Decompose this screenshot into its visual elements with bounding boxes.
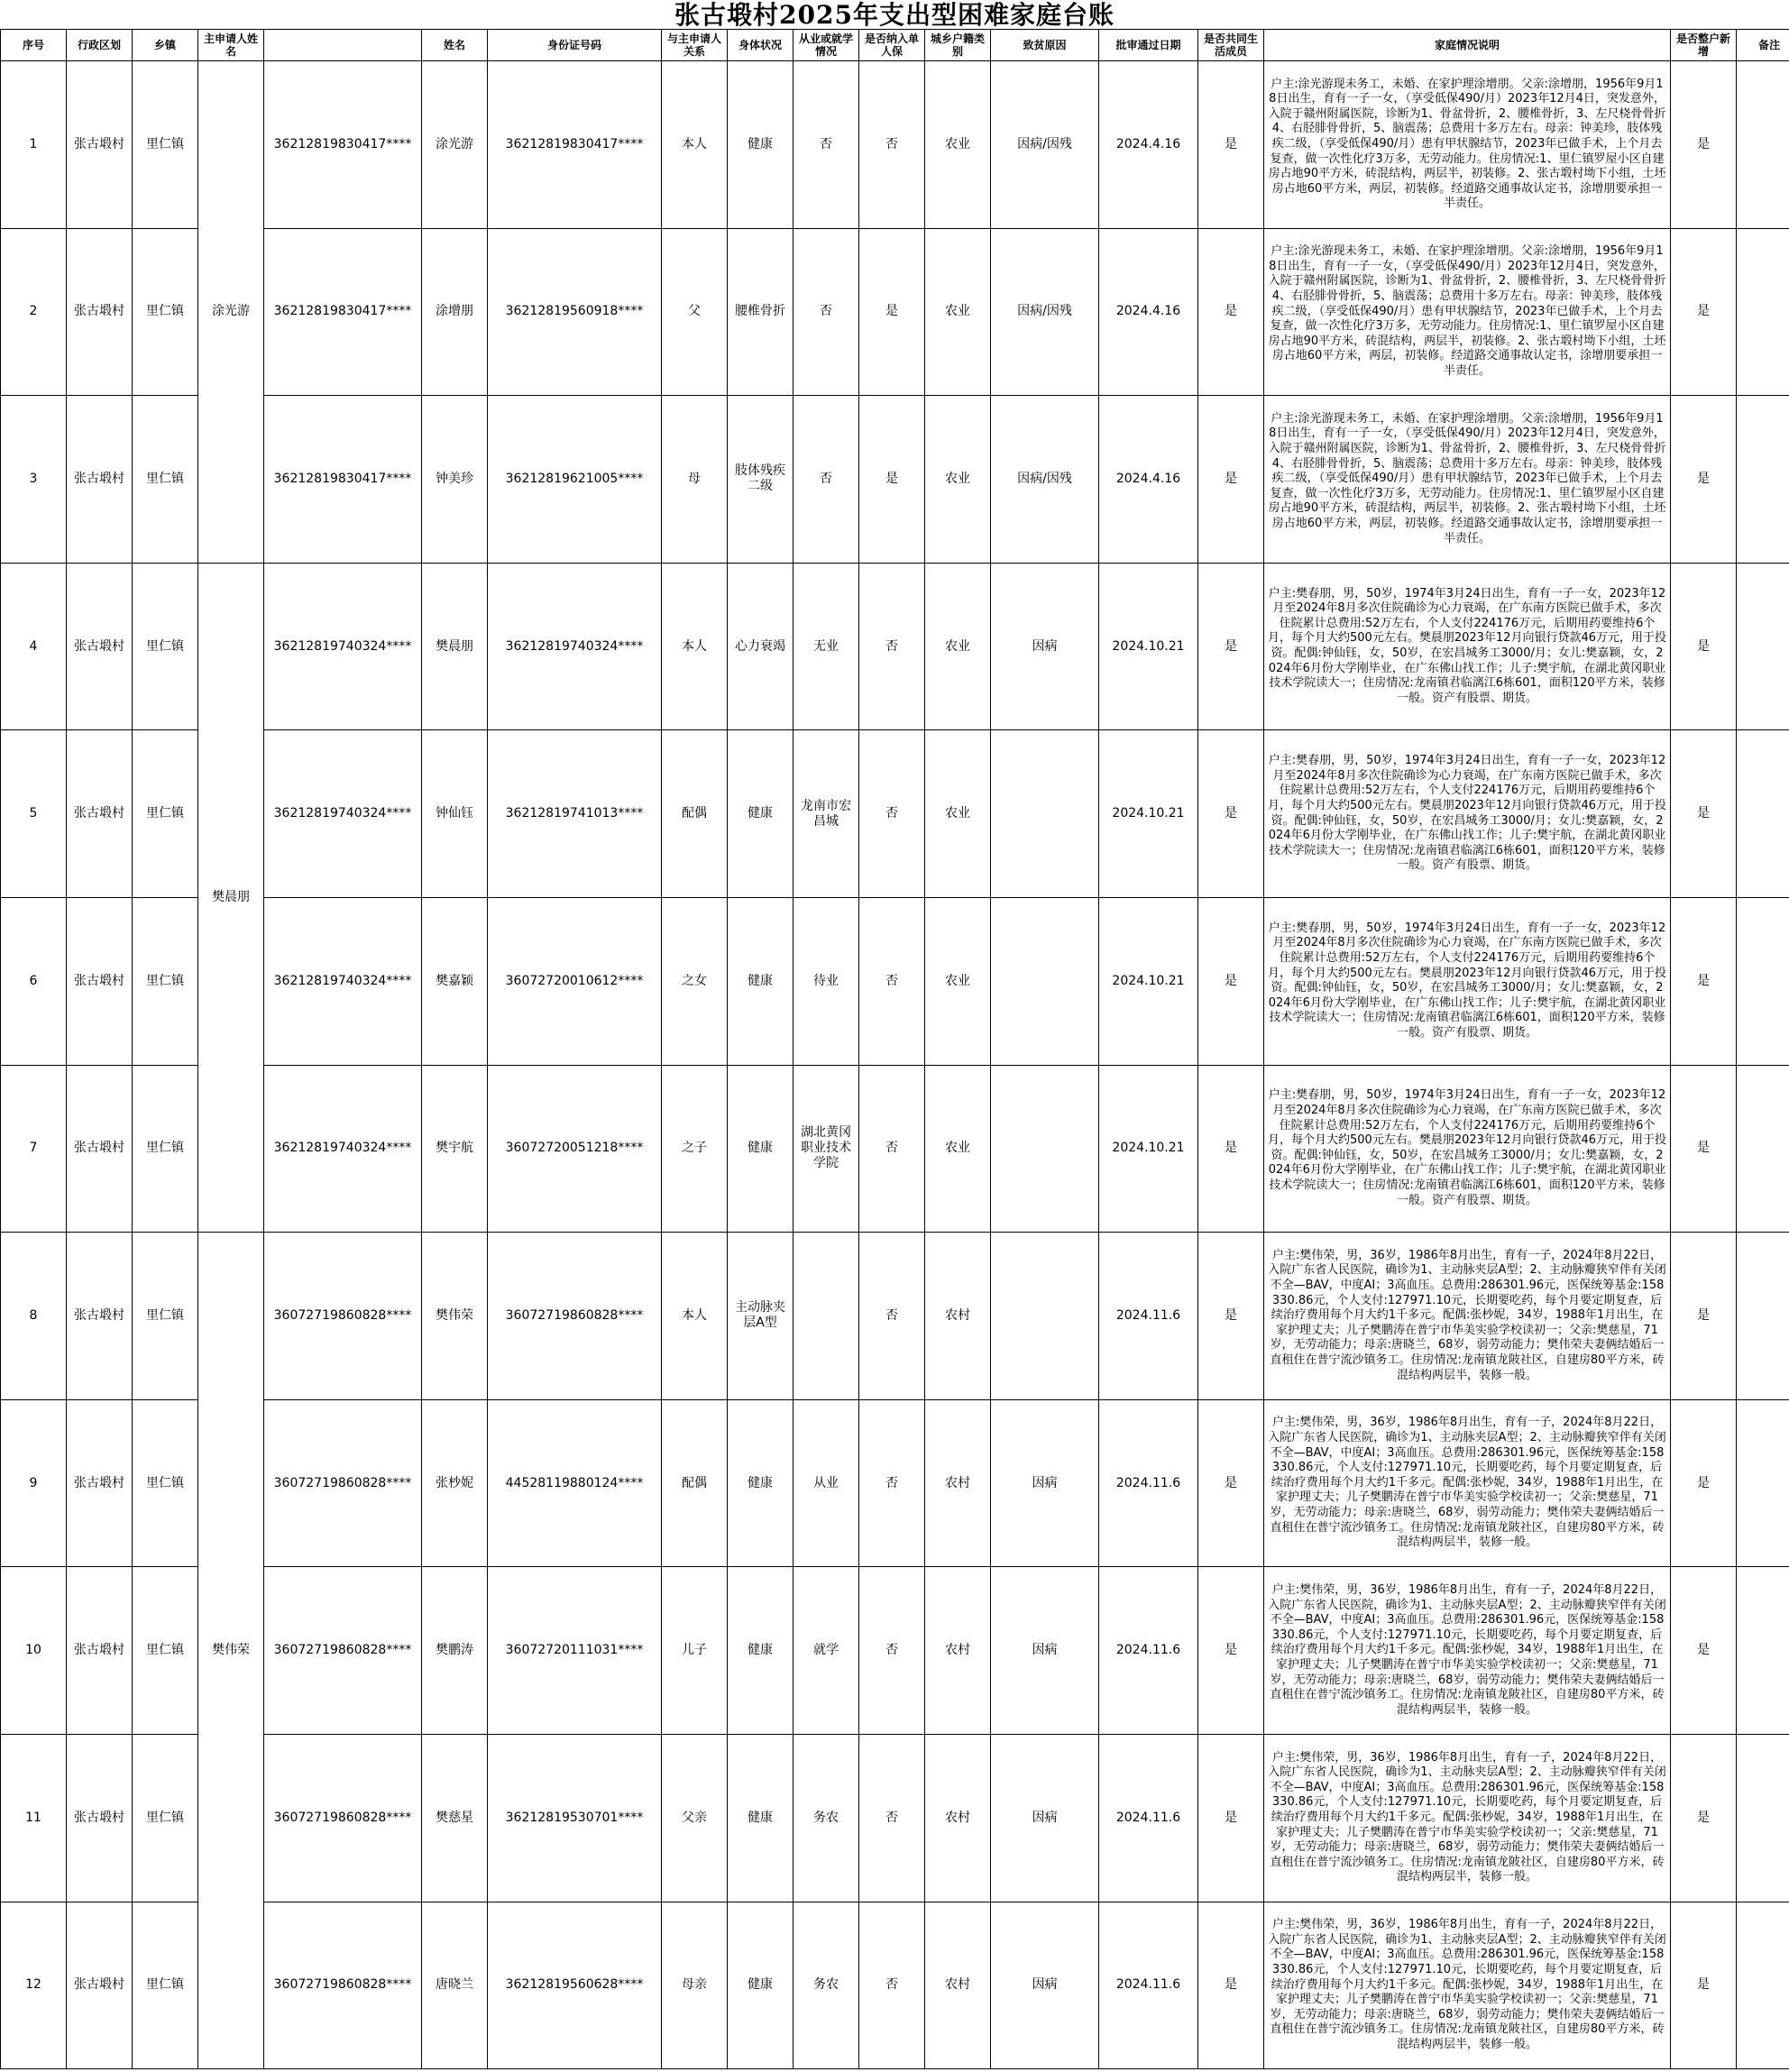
employment-cell: 否 [794, 396, 859, 564]
health-cell: 健康 [728, 1567, 794, 1735]
poverty-cause-cell [991, 897, 1099, 1065]
header-cell: 身份证号码 [488, 30, 662, 61]
header-cell: 是否共同生活成员 [1198, 30, 1264, 61]
relation-cell: 父 [662, 228, 728, 396]
member-name-cell: 樊伟荣 [422, 1233, 488, 1400]
employment-cell: 否 [794, 61, 859, 229]
relation-cell: 配偶 [662, 1399, 728, 1567]
health-cell: 健康 [728, 1065, 794, 1233]
header-cell: 主申请人姓名 [198, 30, 264, 61]
table-row [1, 1902, 1789, 2069]
hukou-cell: 农村 [925, 1399, 991, 1567]
co-living-cell: 是 [1198, 1233, 1264, 1400]
hukou-cell: 农业 [925, 563, 991, 730]
note-cell [1737, 1567, 1789, 1735]
town-cell: 里仁镇 [133, 1567, 198, 1735]
member-id-cell: 36212819530701**** [488, 1734, 662, 1902]
employment-cell: 务农 [794, 1902, 859, 2069]
town-cell: 里仁镇 [133, 61, 198, 229]
co-living-cell: 是 [1198, 1734, 1264, 1902]
hukou-cell: 农村 [925, 1233, 991, 1400]
new-household-cell: 是 [1671, 1065, 1737, 1233]
hukou-cell: 农业 [925, 228, 991, 396]
applicant-id-cell: 36212819830417**** [264, 396, 422, 564]
approval-date-cell: 2024.10.21 [1099, 730, 1198, 898]
note-cell [1737, 1902, 1789, 2069]
region-cell: 张古塅村 [67, 1567, 133, 1735]
member-id-cell: 36212819740324**** [488, 563, 662, 730]
applicant-name-cell: 樊晨朋 [198, 563, 264, 1232]
approval-date-cell: 2024.11.6 [1099, 1567, 1198, 1735]
region-cell: 张古塅村 [67, 1902, 133, 2069]
header-cell: 批审通过日期 [1099, 30, 1198, 61]
applicant-id-cell: 36212819740324**** [264, 730, 422, 898]
applicant-name-cell: 樊伟荣 [198, 1233, 264, 2069]
member-id-cell: 36072720051218**** [488, 1065, 662, 1233]
new-household-cell: 是 [1671, 228, 1737, 396]
relation-cell: 之子 [662, 1065, 728, 1233]
table-row [1, 1734, 1789, 1902]
note-cell [1737, 1399, 1789, 1567]
region-cell: 张古塅村 [67, 228, 133, 396]
new-household-cell: 是 [1671, 61, 1737, 229]
header-cell: 是否整户新增 [1671, 30, 1737, 61]
member-id-cell: 36212819621005**** [488, 396, 662, 564]
header-cell: 家庭情况说明 [1264, 30, 1671, 61]
co-living-cell: 是 [1198, 1902, 1264, 2069]
note-cell [1737, 1734, 1789, 1902]
approval-date-cell: 2024.4.16 [1099, 228, 1198, 396]
family-description-cell: 户主:樊伟荣，男，36岁，1986年8月出生，育有一子，2024年8月22日，入院广东省人民医院，确诊为1、主动脉夹层A型；2、主动脉瓣狭窄伴有关闭不全—BAV，中度AI；3高血压。总费用:286301.96元，医保统筹基金:158330.86元，个人支付:127971.10元，长期要吃药，每个月要定期复查，后续治疗费用每个月大约1千多元。配偶:张杪妮，34岁，1988年1月出生，在家护理丈夫；儿子樊鹏涛在普宁市华美实验学校读初一；父亲:樊慈星，71岁，无劳动能力；母亲:唐晓兰，68岁，弱劳动能力；樊伟荣夫妻俩结婚后一直租住在普宁流沙镇务工。住房情况:龙南镇龙陂社区，自建房80平方米，砖混结构两层半，装修一般。 [1264, 1233, 1671, 1400]
member-id-cell: 36072720010612**** [488, 897, 662, 1065]
approval-date-cell: 2024.4.16 [1099, 396, 1198, 564]
town-cell: 里仁镇 [133, 1902, 198, 2069]
row-number-cell: 11 [1, 1734, 67, 1902]
new-household-cell: 是 [1671, 1399, 1737, 1567]
member-id-cell: 36212819830417**** [488, 61, 662, 229]
family-description-cell: 户主:涂光游现未务工，未婚、在家护理涂增朋。父亲:涂增朋，1956年9月18日出生，育有一子一女，（享受低保490/月）2023年12月4日，突发意外，入院于赣州附属医院，诊断为1、骨盆骨折，2、腰椎骨折，3、左尺桡骨骨折4、右胫腓骨骨折，5、脑震荡；总费用十多万左右。母亲：钟美珍，肢体残疾二级，（享受低保490/月）患有甲状腺结节，2023年已做手术，上个月去复查，做一次性化疗3万多，无劳动能力。住房情况:1、里仁镇罗屋小区自建房占地90平方米，砖混结构，两层半，初装修。2、张古塅村坳下小组，土坯房占地60平方米，两层，初装修。经道路交通事故认定书，涂增朋要承担一半责任。 [1264, 396, 1671, 564]
member-name-cell: 樊鹏涛 [422, 1567, 488, 1735]
region-cell: 张古塅村 [67, 1399, 133, 1567]
employment-cell: 湖北黄冈职业技术学院 [794, 1065, 859, 1233]
town-cell: 里仁镇 [133, 730, 198, 898]
single-insurance-cell: 否 [859, 1567, 925, 1735]
town-cell: 里仁镇 [133, 396, 198, 564]
applicant-id-cell: 36212819830417**** [264, 228, 422, 396]
new-household-cell: 是 [1671, 1734, 1737, 1902]
approval-date-cell: 2024.10.21 [1099, 897, 1198, 1065]
member-name-cell: 樊慈星 [422, 1734, 488, 1902]
new-household-cell: 是 [1671, 897, 1737, 1065]
poverty-cause-cell: 因病 [991, 1399, 1099, 1567]
applicant-id-cell: 36212819740324**** [264, 563, 422, 730]
applicant-id-cell: 36072719860828**** [264, 1399, 422, 1567]
employment-cell [794, 1233, 859, 1400]
co-living-cell: 是 [1198, 730, 1264, 898]
health-cell: 健康 [728, 897, 794, 1065]
member-name-cell: 涂光游 [422, 61, 488, 229]
poverty-cause-cell: 因病 [991, 1902, 1099, 2069]
note-cell [1737, 396, 1789, 564]
approval-date-cell: 2024.11.6 [1099, 1399, 1198, 1567]
co-living-cell: 是 [1198, 61, 1264, 229]
applicant-id-cell: 36212819740324**** [264, 897, 422, 1065]
region-cell: 张古塅村 [67, 897, 133, 1065]
town-cell: 里仁镇 [133, 1734, 198, 1902]
table-row [1, 1399, 1789, 1567]
row-number-cell: 1 [1, 61, 67, 229]
member-name-cell: 樊嘉颖 [422, 897, 488, 1065]
family-description-cell: 户主:樊伟荣，男，36岁，1986年8月出生，育有一子，2024年8月22日，入院广东省人民医院，确诊为1、主动脉夹层A型；2、主动脉瓣狭窄伴有关闭不全—BAV，中度AI；3高血压。总费用:286301.96元，医保统筹基金:158330.86元，个人支付:127971.10元，长期要吃药，每个月要定期复查，后续治疗费用每个月大约1千多元。配偶:张杪妮，34岁，1988年1月出生，在家护理丈夫；儿子樊鹏涛在普宁市华美实验学校读初一；父亲:樊慈星，71岁，无劳动能力；母亲:唐晓兰，68岁，弱劳动能力；樊伟荣夫妻俩结婚后一直租住在普宁流沙镇务工。住房情况:龙南镇龙陂社区，自建房80平方米，砖混结构两层半，装修一般。 [1264, 1399, 1671, 1567]
hukou-cell: 农业 [925, 897, 991, 1065]
health-cell: 主动脉夹层A型 [728, 1233, 794, 1400]
header-row [1, 30, 1789, 61]
page-title: 张古塅村2025年支出型困难家庭台账 [674, 0, 1115, 30]
single-insurance-cell: 否 [859, 563, 925, 730]
hukou-cell: 农业 [925, 730, 991, 898]
member-id-cell: 36072719860828**** [488, 1233, 662, 1400]
town-cell: 里仁镇 [133, 1399, 198, 1567]
row-number-cell: 2 [1, 228, 67, 396]
new-household-cell: 是 [1671, 730, 1737, 898]
approval-date-cell: 2024.11.6 [1099, 1233, 1198, 1400]
single-insurance-cell: 否 [859, 1734, 925, 1902]
member-id-cell: 36212819560628**** [488, 1902, 662, 2069]
table-row [1, 228, 1789, 396]
table-row [1, 396, 1789, 564]
health-cell: 健康 [728, 730, 794, 898]
note-cell [1737, 61, 1789, 229]
poverty-cause-cell [991, 730, 1099, 898]
single-insurance-cell: 否 [859, 1399, 925, 1567]
header-cell: 身体状况 [728, 30, 794, 61]
row-number-cell: 6 [1, 897, 67, 1065]
row-number-cell: 5 [1, 730, 67, 898]
member-name-cell: 樊晨朋 [422, 563, 488, 730]
town-cell: 里仁镇 [133, 563, 198, 730]
health-cell: 健康 [728, 1399, 794, 1567]
town-cell: 里仁镇 [133, 228, 198, 396]
employment-cell: 无业 [794, 563, 859, 730]
header-cell: 从业或就学情况 [794, 30, 859, 61]
region-cell: 张古塅村 [67, 1065, 133, 1233]
table-row [1, 1233, 1789, 1400]
family-description-cell: 户主:樊春朋，男，50岁，1974年3月24日出生，育有一子一女，2023年12月至2024年8月多次住院确诊为心力衰竭，在广东南方医院已做手术，多次住院累计总费用:52万左右，个人支付224176万元，后期用药要维持6个月，每个月大约500元左右。樊晨朋2023年12月向银行贷款46万元，用于投资。配偶:钟仙钰，女，50岁，在宏昌城务工3000/月；女儿:樊嘉颖，女，2024年6月份大学刚毕业，在广东佛山找工作；儿子:樊宇航，在湖北黄冈职业技术学院读大一；住房情况:龙南镇君临漓江6栋601，面积120平方米，装修一般。资产有股票、期货。 [1264, 897, 1671, 1065]
row-number-cell: 8 [1, 1233, 67, 1400]
co-living-cell: 是 [1198, 897, 1264, 1065]
region-cell: 张古塅村 [67, 563, 133, 730]
applicant-id-cell: 36072719860828**** [264, 1734, 422, 1902]
header-cell: 是否纳入单人保 [859, 30, 925, 61]
new-household-cell: 是 [1671, 563, 1737, 730]
header-cell: 备注 [1737, 30, 1789, 61]
row-number-cell: 7 [1, 1065, 67, 1233]
health-cell: 健康 [728, 61, 794, 229]
new-household-cell: 是 [1671, 1902, 1737, 2069]
family-description-cell: 户主:涂光游现未务工，未婚、在家护理涂增朋。父亲:涂增朋，1956年9月18日出生，育有一子一女，（享受低保490/月）2023年12月4日，突发意外，入院于赣州附属医院，诊断为1、骨盆骨折，2、腰椎骨折，3、左尺桡骨骨折4、右胫腓骨骨折，5、脑震荡；总费用十多万左右。母亲：钟美珍，肢体残疾二级，（享受低保490/月）患有甲状腺结节，2023年已做手术，上个月去复查，做一次性化疗3万多，无劳动能力。住房情况:1、里仁镇罗屋小区自建房占地90平方米，砖混结构，两层半，初装修。2、张古塅村坳下小组，土坯房占地60平方米，两层，初装修。经道路交通事故认定书，涂增朋要承担一半责任。 [1264, 228, 1671, 396]
poverty-cause-cell [991, 1065, 1099, 1233]
single-insurance-cell: 否 [859, 1902, 925, 2069]
header-cell: 致贫原因 [991, 30, 1099, 61]
employment-cell: 务农 [794, 1734, 859, 1902]
header-cell: 城乡户籍类别 [925, 30, 991, 61]
relation-cell: 本人 [662, 1233, 728, 1400]
employment-cell: 就学 [794, 1567, 859, 1735]
relation-cell: 父亲 [662, 1734, 728, 1902]
co-living-cell: 是 [1198, 1399, 1264, 1567]
approval-date-cell: 2024.11.6 [1099, 1734, 1198, 1902]
member-name-cell: 樊宇航 [422, 1065, 488, 1233]
poverty-cause-cell: 因病 [991, 1567, 1099, 1735]
relation-cell: 母亲 [662, 1902, 728, 2069]
member-name-cell: 唐晓兰 [422, 1902, 488, 2069]
header-cell: 行政区划 [67, 30, 133, 61]
family-description-cell: 户主:樊伟荣，男，36岁，1986年8月出生，育有一子，2024年8月22日，入院广东省人民医院，确诊为1、主动脉夹层A型；2、主动脉瓣狭窄伴有关闭不全—BAV，中度AI；3高血压。总费用:286301.96元，医保统筹基金:158330.86元，个人支付:127971.10元，长期要吃药，每个月要定期复查，后续治疗费用每个月大约1千多元。配偶:张杪妮，34岁，1988年1月出生，在家护理丈夫；儿子樊鹏涛在普宁市华美实验学校读初一；父亲:樊慈星，71岁，无劳动能力；母亲:唐晓兰，68岁，弱劳动能力；樊伟荣夫妻俩结婚后一直租住在普宁流沙镇务工。住房情况:龙南镇龙陂社区，自建房80平方米，砖混结构两层半，装修一般。 [1264, 1734, 1671, 1902]
approval-date-cell: 2024.4.16 [1099, 61, 1198, 229]
member-name-cell: 张杪妮 [422, 1399, 488, 1567]
row-number-cell: 3 [1, 396, 67, 564]
hukou-cell: 农业 [925, 396, 991, 564]
poverty-cause-cell: 因病/因残 [991, 61, 1099, 229]
applicant-id-cell: 36072719860828**** [264, 1233, 422, 1400]
member-name-cell: 涂增朋 [422, 228, 488, 396]
header-cell: 乡镇 [133, 30, 198, 61]
relation-cell: 本人 [662, 563, 728, 730]
hukou-cell: 农业 [925, 1065, 991, 1233]
health-cell: 健康 [728, 1902, 794, 2069]
single-insurance-cell: 是 [859, 396, 925, 564]
applicant-name-cell: 涂光游 [198, 61, 264, 564]
note-cell [1737, 897, 1789, 1065]
family-description-cell: 户主:樊伟荣，男，36岁，1986年8月出生，育有一子，2024年8月22日，入院广东省人民医院，确诊为1、主动脉夹层A型；2、主动脉瓣狭窄伴有关闭不全—BAV，中度AI；3高血压。总费用:286301.96元，医保统筹基金:158330.86元，个人支付:127971.10元，长期要吃药，每个月要定期复查，后续治疗费用每个月大约1千多元。配偶:张杪妮，34岁，1988年1月出生，在家护理丈夫；儿子樊鹏涛在普宁市华美实验学校读初一；父亲:樊慈星，71岁，无劳动能力；母亲:唐晓兰，68岁，弱劳动能力；樊伟荣夫妻俩结婚后一直租住在普宁流沙镇务工。住房情况:龙南镇龙陂社区，自建房80平方米，砖混结构两层半，装修一般。 [1264, 1567, 1671, 1735]
approval-date-cell: 2024.10.21 [1099, 1065, 1198, 1233]
member-id-cell: 44528119880124**** [488, 1399, 662, 1567]
health-cell: 肢体残疾二级 [728, 396, 794, 564]
single-insurance-cell: 否 [859, 61, 925, 229]
employment-cell: 待业 [794, 897, 859, 1065]
region-cell: 张古塅村 [67, 1734, 133, 1902]
town-cell: 里仁镇 [133, 897, 198, 1065]
member-id-cell: 36212819560918**** [488, 228, 662, 396]
ledger-body [1, 61, 1789, 2069]
table-row [1, 563, 1789, 730]
relation-cell: 本人 [662, 61, 728, 229]
header-cell: 姓名 [422, 30, 488, 61]
table-row [1, 897, 1789, 1065]
family-description-cell: 户主:樊伟荣，男，36岁，1986年8月出生，育有一子，2024年8月22日，入院广东省人民医院，确诊为1、主动脉夹层A型；2、主动脉瓣狭窄伴有关闭不全—BAV，中度AI；3高血压。总费用:286301.96元，医保统筹基金:158330.86元，个人支付:127971.10元，长期要吃药，每个月要定期复查，后续治疗费用每个月大约1千多元。配偶:张杪妮，34岁，1988年1月出生，在家护理丈夫；儿子樊鹏涛在普宁市华美实验学校读初一；父亲:樊慈星，71岁，无劳动能力；母亲:唐晓兰，68岁，弱劳动能力；樊伟荣夫妻俩结婚后一直租住在普宁流沙镇务工。住房情况:龙南镇龙陂社区，自建房80平方米，砖混结构两层半，装修一般。 [1264, 1902, 1671, 2069]
note-cell [1737, 730, 1789, 898]
member-name-cell: 钟美珍 [422, 396, 488, 564]
single-insurance-cell: 否 [859, 730, 925, 898]
hukou-cell: 农村 [925, 1567, 991, 1735]
relation-cell: 之女 [662, 897, 728, 1065]
relation-cell: 儿子 [662, 1567, 728, 1735]
member-id-cell: 36212819741013**** [488, 730, 662, 898]
row-number-cell: 10 [1, 1567, 67, 1735]
family-description-cell: 户主:樊春朋，男，50岁，1974年3月24日出生，育有一子一女，2023年12月至2024年8月多次住院确诊为心力衰竭，在广东南方医院已做手术，多次住院累计总费用:52万左右，个人支付224176万元，后期用药要维持6个月，每个月大约500元左右。樊晨朋2023年12月向银行贷款46万元，用于投资。配偶:钟仙钰，女，50岁，在宏昌城务工3000/月；女儿:樊嘉颖，女，2024年6月份大学刚毕业，在广东佛山找工作；儿子:樊宇航，在湖北黄冈职业技术学院读大一；住房情况:龙南镇君临漓江6栋601，面积120平方米，装修一般。资产有股票、期货。 [1264, 1065, 1671, 1233]
relation-cell: 配偶 [662, 730, 728, 898]
household-ledger-table [0, 29, 1789, 2069]
relation-cell: 母 [662, 396, 728, 564]
poverty-cause-cell [991, 1233, 1099, 1400]
approval-date-cell: 2024.10.21 [1099, 563, 1198, 730]
note-cell [1737, 1233, 1789, 1400]
single-insurance-cell: 否 [859, 1233, 925, 1400]
row-number-cell: 9 [1, 1399, 67, 1567]
town-cell: 里仁镇 [133, 1233, 198, 1400]
hukou-cell: 农业 [925, 61, 991, 229]
co-living-cell: 是 [1198, 1065, 1264, 1233]
applicant-id-cell: 36072719860828**** [264, 1902, 422, 2069]
single-insurance-cell: 否 [859, 1065, 925, 1233]
new-household-cell: 是 [1671, 1567, 1737, 1735]
member-name-cell: 钟仙钰 [422, 730, 488, 898]
row-number-cell: 4 [1, 563, 67, 730]
region-cell: 张古塅村 [67, 730, 133, 898]
family-description-cell: 户主:涂光游现未务工，未婚、在家护理涂增朋。父亲:涂增朋，1956年9月18日出生，育有一子一女，（享受低保490/月）2023年12月4日，突发意外，入院于赣州附属医院，诊断为1、骨盆骨折，2、腰椎骨折，3、左尺桡骨骨折4、右胫腓骨骨折，5、脑震荡；总费用十多万左右。母亲：钟美珍，肢体残疾二级，（享受低保490/月）患有甲状腺结节，2023年已做手术，上个月去复查，做一次性化疗3万多，无劳动能力。住房情况:1、里仁镇罗屋小区自建房占地90平方米，砖混结构，两层半，初装修。2、张古塅村坳下小组，土坯房占地60平方米，两层，初装修。经道路交通事故认定书，涂增朋要承担一半责任。 [1264, 61, 1671, 229]
family-description-cell: 户主:樊春朋，男，50岁，1974年3月24日出生，育有一子一女，2023年12月至2024年8月多次住院确诊为心力衰竭，在广东南方医院已做手术，多次住院累计总费用:52万左右，个人支付224176万元，后期用药要维持6个月，每个月大约500元左右。樊晨朋2023年12月向银行贷款46万元，用于投资。配偶:钟仙钰，女，50岁，在宏昌城务工3000/月；女儿:樊嘉颖，女，2024年6月份大学刚毕业，在广东佛山找工作；儿子:樊宇航，在湖北黄冈职业技术学院读大一；住房情况:龙南镇君临漓江6栋601，面积120平方米，装修一般。资产有股票、期货。 [1264, 730, 1671, 898]
co-living-cell: 是 [1198, 396, 1264, 564]
table-row [1, 1567, 1789, 1735]
new-household-cell: 是 [1671, 396, 1737, 564]
hukou-cell: 农村 [925, 1902, 991, 2069]
applicant-id-cell: 36212819740324**** [264, 1065, 422, 1233]
poverty-cause-cell: 因病 [991, 563, 1099, 730]
single-insurance-cell: 否 [859, 897, 925, 1065]
note-cell [1737, 1065, 1789, 1233]
approval-date-cell: 2024.11.6 [1099, 1902, 1198, 2069]
note-cell [1737, 563, 1789, 730]
poverty-cause-cell: 因病/因残 [991, 228, 1099, 396]
region-cell: 张古塅村 [67, 1233, 133, 1400]
region-cell: 张古塅村 [67, 396, 133, 564]
table-row [1, 730, 1789, 898]
employment-cell: 从业 [794, 1399, 859, 1567]
table-row [1, 61, 1789, 229]
employment-cell: 否 [794, 228, 859, 396]
single-insurance-cell: 是 [859, 228, 925, 396]
family-description-cell: 户主:樊春朋，男，50岁，1974年3月24日出生，育有一子一女，2023年12月至2024年8月多次住院确诊为心力衰竭，在广东南方医院已做手术，多次住院累计总费用:52万左右，个人支付224176万元，后期用药要维持6个月，每个月大约500元左右。樊晨朋2023年12月向银行贷款46万元，用于投资。配偶:钟仙钰，女，50岁，在宏昌城务工3000/月；女儿:樊嘉颖，女，2024年6月份大学刚毕业，在广东佛山找工作；儿子:樊宇航，在湖北黄冈职业技术学院读大一；住房情况:龙南镇君临漓江6栋601，面积120平方米，装修一般。资产有股票、期货。 [1264, 563, 1671, 730]
town-cell: 里仁镇 [133, 1065, 198, 1233]
member-id-cell: 36072720111031**** [488, 1567, 662, 1735]
applicant-id-cell: 36072719860828**** [264, 1567, 422, 1735]
header-cell [264, 30, 422, 61]
applicant-id-cell: 36212819830417**** [264, 61, 422, 229]
table-row [1, 1065, 1789, 1233]
header-cell: 与主申请人关系 [662, 30, 728, 61]
health-cell: 健康 [728, 1734, 794, 1902]
health-cell: 腰椎骨折 [728, 228, 794, 396]
health-cell: 心力衰竭 [728, 563, 794, 730]
employment-cell: 龙南市宏昌城 [794, 730, 859, 898]
header-cell: 序号 [1, 30, 67, 61]
region-cell: 张古塅村 [67, 61, 133, 229]
co-living-cell: 是 [1198, 563, 1264, 730]
new-household-cell: 是 [1671, 1233, 1737, 1400]
co-living-cell: 是 [1198, 1567, 1264, 1735]
note-cell [1737, 228, 1789, 396]
poverty-cause-cell: 因病 [991, 1734, 1099, 1902]
poverty-cause-cell: 因病/因残 [991, 396, 1099, 564]
hukou-cell: 农村 [925, 1734, 991, 1902]
co-living-cell: 是 [1198, 228, 1264, 396]
row-number-cell: 12 [1, 1902, 67, 2069]
